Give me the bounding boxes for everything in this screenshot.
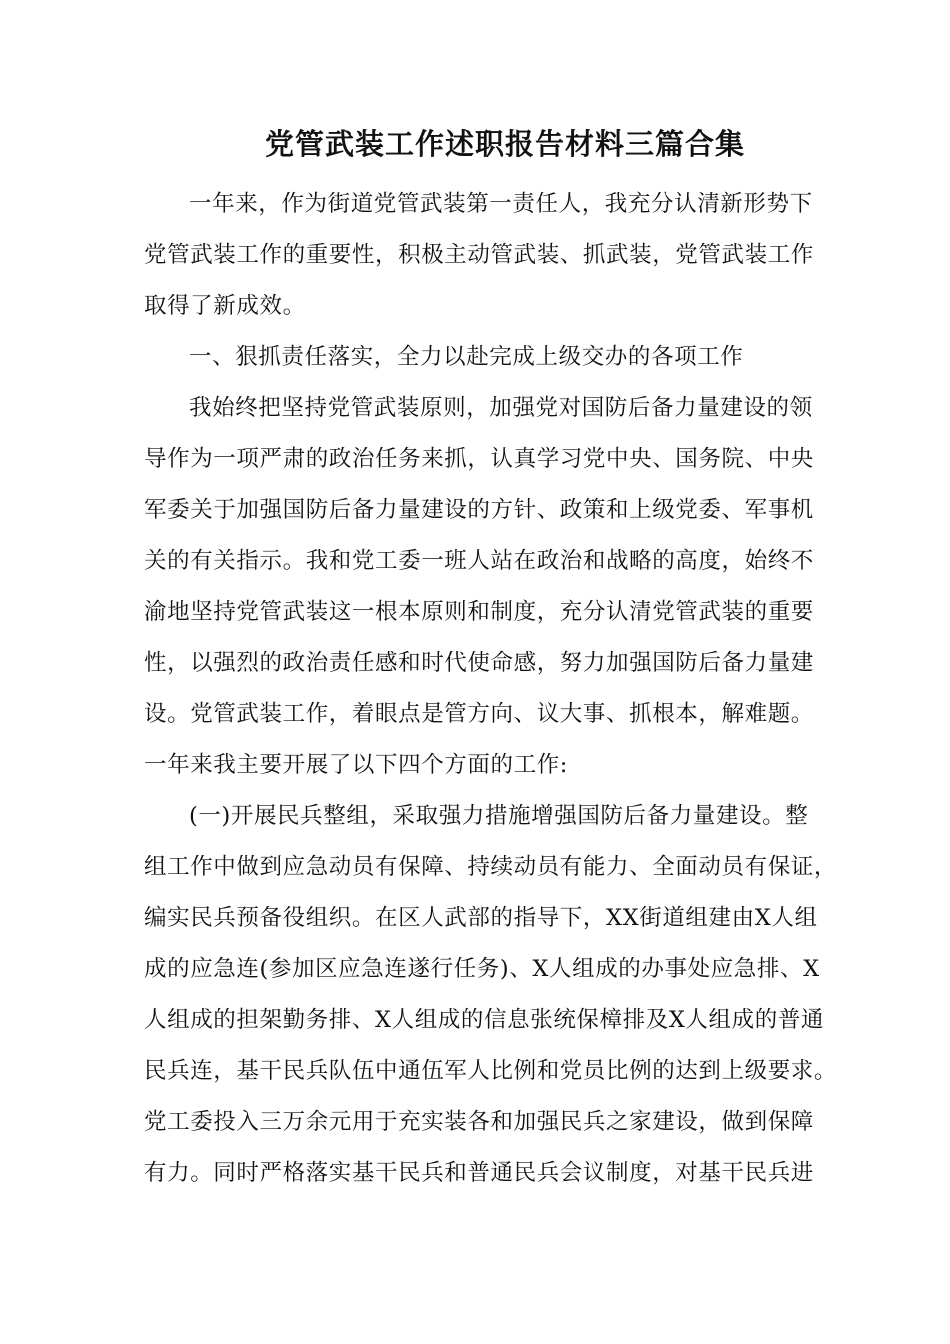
text-line: 编实民兵预备役组织。在区人武部的指导下，XX街道组建由X人组 (144, 905, 818, 931)
text-line: 一年来，作为街道党管武装第一责任人，我充分认清新形势下 (189, 191, 813, 217)
document-title: 党管武装工作述职报告材料三篇合集 (264, 127, 745, 161)
text-line: 一年来我主要开展了以下四个方面的工作: (144, 752, 568, 778)
text-line: 成的应急连(参加区应急连遂行任务)、X人组成的办事处应急排、X (144, 956, 820, 982)
text-line: (一)开展民兵整组，采取强力措施增强国防后备力量建设。整 (189, 803, 809, 829)
text-line: 组工作中做到应急动员有保障、持续动员有能力、全面动员有保证， (144, 854, 838, 880)
text-line: 我始终把坚持党管武装原则，加强党对国防后备力量建设的领 (189, 395, 813, 421)
text-line: 人组成的担架勤务排、X人组成的信息张统保樟排及X人组成的普通 (144, 1007, 825, 1033)
text-line: 有力。同时严格落实基干民兵和普通民兵会议制度，对基干民兵进 (144, 1160, 814, 1186)
text-line: 导作为一项严肃的政治任务来抓，认真学习党中央、国务院、中央 (144, 446, 814, 472)
text-line: 民兵连，基干民兵队伍中通伍军人比例和党员比例的达到上级要求。 (144, 1058, 838, 1084)
text-line: 性，以强烈的政治责任感和时代使命感，努力加强国防后备力量建 (144, 650, 814, 676)
text-line: 军委关于加强国防后备力量建设的方针、政策和上级党委、军事机 (144, 497, 814, 523)
text-line: 渝地坚持党管武装这一根本原则和制度，充分认清党管武装的重要 (144, 599, 814, 625)
section-heading: 一、狠抓责任落实，全力以赴完成上级交办的各项工作 (189, 344, 744, 370)
text-line: 党管武装工作的重要性，积极主动管武装、抓武装，党管武装工作 (144, 242, 814, 268)
text-line: 党工委投入三万余元用于充实装各和加强民兵之家建设，做到保障 (144, 1109, 814, 1135)
text-line: 设。党管武装工作，着眼点是管方向、议大事、抓根本，解难题。 (144, 701, 814, 727)
text-line: 关的有关指示。我和党工委一班人站在政治和战略的高度，始终不 (144, 548, 814, 574)
text-line: 取得了新成效。 (144, 293, 306, 319)
